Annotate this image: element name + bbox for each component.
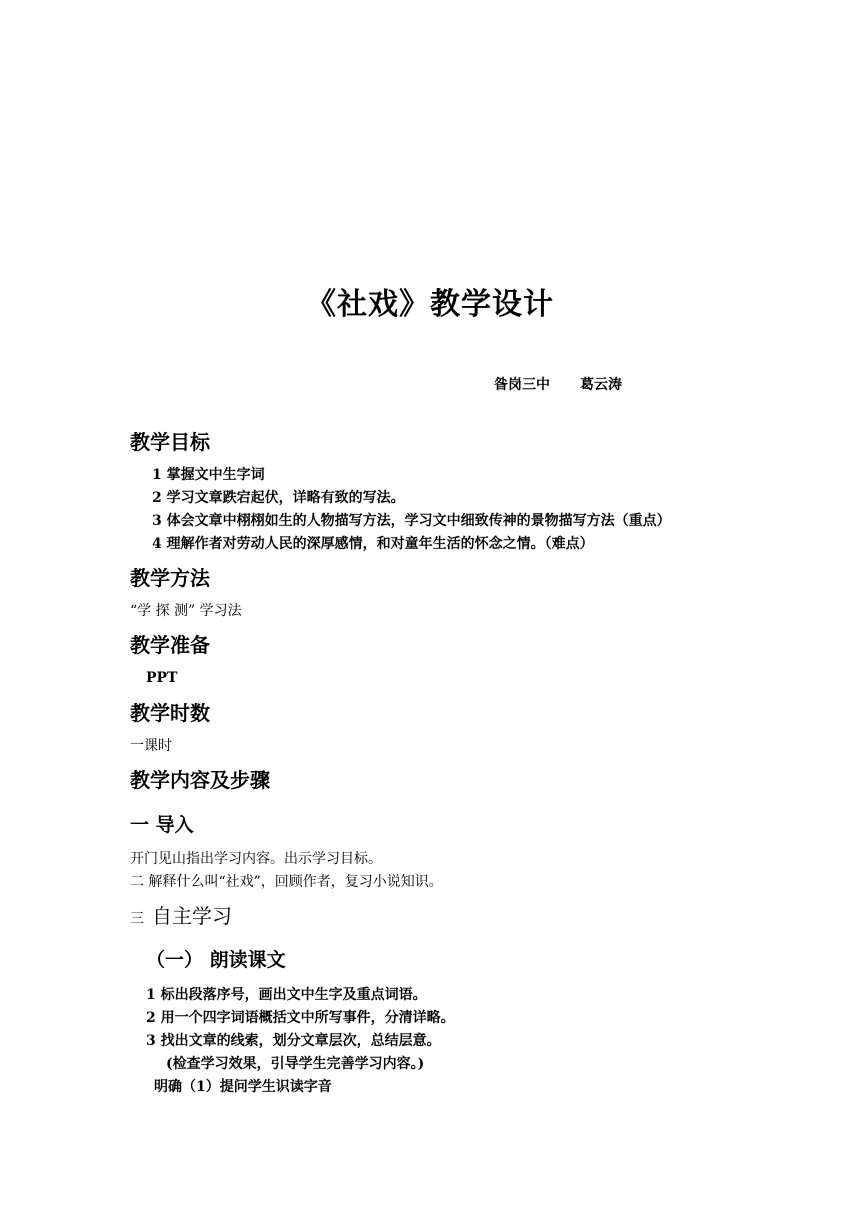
step-intro-text: 开门见山指出学习内容。出示学习目标。 — [130, 851, 382, 867]
method-text: “学 探 测” 学习法 — [130, 603, 242, 619]
sub-heading-reading: （一） 朗读课文 — [146, 949, 286, 971]
heading-hours: 教学时数 — [130, 701, 210, 725]
objective-item: 4 理解作者对劳动人民的深厚感情，和对童年生活的怀念之情。（难点） — [152, 536, 594, 552]
step-self-study-label: 自主学习 — [152, 904, 232, 928]
step-explain-text: 二 解释什么叫“社戏”，回顾作者，复习小说知识。 — [130, 874, 443, 890]
heading-method: 教学方法 — [130, 566, 210, 590]
reading-item: 1 标出段落序号，画出文中生字及重点词语。 — [146, 987, 427, 1003]
heading-content: 教学内容及步骤 — [130, 768, 270, 792]
heading-objectives: 教学目标 — [130, 430, 210, 454]
author-name: 葛云涛 — [580, 377, 622, 393]
objective-item: 2 学习文章跌宕起伏，详略有致的写法。 — [152, 490, 405, 506]
objective-item: 1 掌握文中生字词 — [152, 467, 265, 483]
heading-preparation: 教学准备 — [130, 633, 210, 657]
page-title: 《社戏》教学设计 — [306, 287, 554, 322]
clarify-text: 明确（1）提问学生识读字音 — [154, 1079, 332, 1095]
reading-item: 3 找出文章的线索，划分文章层次，总结层意。 — [146, 1033, 441, 1049]
reading-item: 2 用一个四字词语概括文中所写事件，分清详略。 — [146, 1010, 455, 1026]
reading-note: (检查学习效果，引导学生完善学习内容。) — [166, 1056, 425, 1072]
step-self-study-number: 三 — [130, 911, 144, 927]
step-self-study-heading — [130, 906, 232, 926]
author-line — [494, 378, 622, 392]
step-intro-heading: 一 导入 — [130, 814, 194, 836]
author-school: 昝岗三中 — [494, 377, 550, 393]
hours-text: 一课时 — [130, 738, 172, 754]
objective-item: 3 体会文章中栩栩如生的人物描写方法，学习文中细致传神的景物描写方法（重点） — [152, 513, 671, 529]
preparation-text: PPT — [146, 670, 178, 686]
